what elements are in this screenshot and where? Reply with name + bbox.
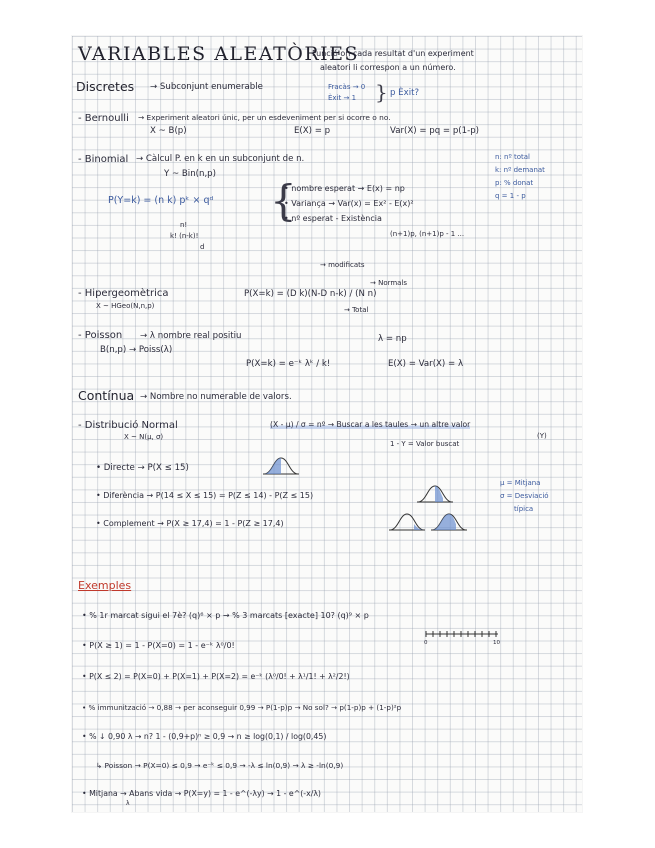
example-line-2: • P(X ≥ 1) = 1 - P(X=0) = 1 - e⁻ᵏ λ⁰/0! — [82, 641, 235, 650]
number-line-end: 10 — [493, 640, 500, 646]
poisson-formula: P(X=k) = e⁻ᵏ λᵏ / k! — [246, 359, 331, 369]
example-line-6: ↳ Poisson → P(X=0) ≤ 0,9 → e⁻ᵏ ≤ 0,9 → -λ ≤ ln(0,9) → λ ≥ -ln(0,9) — [96, 761, 344, 770]
binomial-n-factorial: n! — [180, 221, 188, 229]
legend-n: n: nº total — [495, 153, 530, 161]
bernoulli-variance: Var(X) = pq = p(1-p) — [390, 126, 480, 136]
directe-curve-icon — [262, 454, 300, 476]
normal-y-label: (Y) — [537, 432, 547, 440]
legend-q: q = 1 - p — [495, 192, 526, 200]
continua-heading: Contínua — [78, 388, 135, 403]
bernoulli-notation: X ~ B(p) — [150, 126, 187, 136]
example-line-1: • % 1r marcat sigui el 7è? (q)⁶ × p → % 3 marcats [exacte] 10? (q)⁹ × p — [82, 611, 369, 620]
continua-subheading: → Nombre no numerable de valors. — [140, 392, 292, 402]
bernoulli-label: - Bernoulli — [78, 113, 129, 124]
example-line-4: • % immunització → 0,88 → per aconseguir 0,99 → P(1-p)p → No sol? → p(1-p)p + (1-p)²p — [82, 703, 402, 712]
legend-tipica: típica — [514, 505, 534, 513]
normal-diferencia: • Diferència → P(14 ≤ X ≤ 15) = P(Z ≤ 14) - P(Z ≤ 15) — [96, 491, 314, 500]
hipergeometrica-notation: X ~ HGeo(N,n,p) — [96, 302, 155, 310]
fracas-label: Fracàs → 0 — [328, 83, 366, 91]
complement-curve-left-icon — [388, 510, 426, 532]
legend-p: p: % donat — [495, 179, 534, 187]
page-title: VARIABLES ALEATÒRIES — [78, 43, 360, 65]
bernoulli-mean: E(X) = p — [294, 126, 331, 136]
number-line-start: 0 — [424, 640, 428, 646]
legend-k: k: nº demanat — [495, 166, 545, 174]
definition-line-1: Funció on cada resultat d'un experiment — [312, 49, 474, 58]
poisson-notation: B(n,p) → Poiss(λ) — [100, 345, 173, 355]
bernoulli-desc: → Experiment aleatori únic, per un esdeveniment per si ocorre o no. — [138, 113, 391, 122]
normals-label: → Normals — [370, 279, 408, 287]
binomial-expected-existence: • nº esperat - Existència — [284, 214, 382, 223]
binomial-label: - Binomial — [78, 154, 129, 165]
modificats-label: → modificats — [320, 261, 365, 269]
valor-buscat: 1 - Y = Valor buscat — [390, 440, 460, 448]
binomial-notation: Y ~ Bin(n,p) — [164, 169, 216, 179]
binomial-formula: P(Y=k) = (n k) pᵏ × qᵈ — [108, 195, 214, 206]
complement-curve-right-icon — [430, 510, 468, 532]
hipergeometrica-label: - Hipergeomètrica — [78, 288, 169, 299]
number-line-icon — [424, 628, 500, 642]
discretes-subheading: → Subconjunt enumerable — [150, 82, 263, 92]
hipergeometrica-formula: P(X=k) = (D k)(N-D n-k) / (N n) — [244, 289, 377, 299]
normal-complement: • Complement → P(X ≥ 17,4) = 1 - P(Z ≥ 17,4) — [96, 519, 284, 528]
binomial-k-factorial: k! (n-k)! — [170, 232, 199, 240]
total-label: → Total — [344, 306, 369, 314]
example-line-3: • P(X ≤ 2) = P(X=0) + P(X=1) + P(X=2) = e⁻ᵏ (λ⁰/0! + λ¹/1! + λ²/2!) — [82, 672, 350, 681]
binomial-variance: • Variança → Var(x) = Ex² - E(x)² — [284, 199, 414, 208]
normal-label: - Distribució Normal — [78, 420, 178, 431]
exemples-heading: Exemples — [78, 579, 132, 592]
legend-sigma: σ = Desviació — [500, 492, 549, 500]
notebook-page — [72, 36, 582, 812]
example-line-7: • Mitjana → Abans vida → P(X=y) = 1 - e^(-λy) → 1 - e^(-x/λ) — [82, 789, 321, 798]
right-brace: } — [375, 80, 388, 104]
diferencia-curve-icon — [416, 482, 454, 504]
normal-standardize: (X - μ) / σ = nº → Buscar a les taules → un altre valor — [270, 420, 471, 429]
normal-notation: X ~ N(μ, σ) — [124, 433, 164, 441]
lambda-under: λ — [126, 800, 130, 807]
binomial-desc: → Càlcul P. en k en un subconjunt de n. — [136, 154, 305, 164]
normal-directe: • Directe → P(X ≤ 15) — [96, 463, 189, 473]
legend-mu: μ = Mitjana — [500, 479, 541, 487]
binomial-extra: (n+1)p, (n+1)p - 1 ... — [390, 230, 465, 238]
poisson-mean-var: E(X) = Var(X) = λ — [388, 359, 464, 369]
definition-line-2: aleatori li correspon a un número. — [320, 63, 456, 72]
poisson-desc: → λ nombre real positiu — [140, 331, 242, 341]
poisson-label: - Poisson — [78, 330, 123, 341]
left-brace: { — [270, 176, 297, 225]
discretes-heading: Discretes — [76, 79, 135, 94]
binomial-expected: • nombre esperat → E(x) = np — [284, 184, 405, 193]
poisson-lambda: λ = np — [378, 334, 407, 344]
exit-label: Èxit → 1 — [328, 94, 357, 102]
example-line-5: • % ↓ 0,90 λ → n? 1 - (0,9+p)ⁿ ≥ 0,9 → n ≥ log(0,1) / log(0,45) — [82, 732, 327, 741]
binomial-d-label: d — [200, 243, 205, 251]
exit-question: p Èxit? — [390, 88, 420, 98]
